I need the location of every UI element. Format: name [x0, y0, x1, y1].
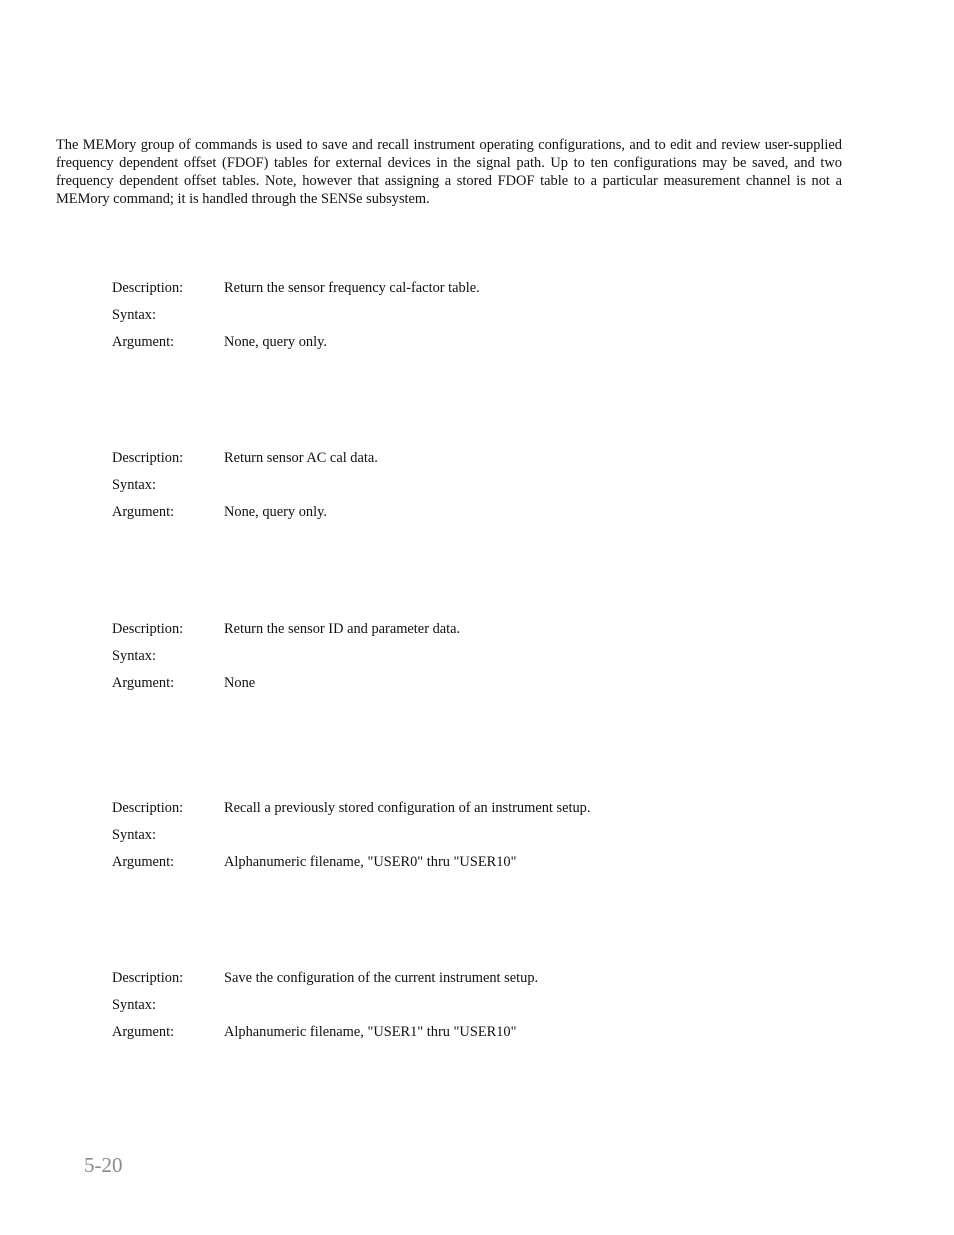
argument-label: Argument:: [112, 675, 175, 691]
argument-value: None, query only.: [224, 504, 327, 520]
intro-paragraph: The MEMory group of commands is used to save and recall instrument operating configurations, and to edit and review user-supplied frequency dependent offset (FDOF) tables for external devices in the signal path. Up to ten configurations may be saved, and two frequency dependent offset tables. Note, however that assigning a stored FDOF table to a particular measurement channel is not a MEMory command; it is handled through the SENSe subsystem.: [56, 137, 842, 207]
syntax-row: [112, 306, 812, 333]
description-label: Description:: [112, 800, 184, 816]
command-entry: [112, 449, 812, 530]
syntax-value: [224, 476, 812, 503]
argument-value: None, query only.: [224, 334, 327, 350]
command-entry: [112, 620, 812, 701]
syntax-label: Syntax:: [112, 997, 156, 1013]
syntax-value: [224, 996, 812, 1023]
description-value: Save the configuration of the current instrument setup.: [224, 970, 539, 986]
description-row: [112, 620, 812, 647]
argument-label: Argument:: [112, 334, 175, 350]
argument-value: Alphanumeric filename, "USER0" thru "USER10": [224, 854, 517, 870]
description-label: Description:: [112, 280, 184, 296]
description-label: Description:: [112, 621, 184, 637]
argument-value: None: [224, 675, 256, 691]
argument-row: [112, 333, 812, 360]
command-entry: [112, 279, 812, 360]
syntax-label: Syntax:: [112, 307, 156, 323]
syntax-label: Syntax:: [112, 827, 156, 843]
syntax-row: [112, 826, 812, 853]
argument-row: [112, 853, 812, 880]
syntax-row: [112, 996, 812, 1023]
syntax-row: [112, 647, 812, 674]
command-entry: [112, 969, 812, 1050]
description-value: Return the sensor ID and parameter data.: [224, 621, 461, 637]
description-value: Recall a previously stored configuration of an instrument setup.: [224, 800, 591, 816]
description-label: Description:: [112, 970, 184, 986]
syntax-value: [224, 647, 812, 674]
syntax-label: Syntax:: [112, 477, 156, 493]
command-entry: [112, 799, 812, 880]
description-row: [112, 799, 812, 826]
page-number: 5-20: [84, 1153, 123, 1177]
argument-row: [112, 674, 812, 701]
description-row: [112, 449, 812, 476]
description-row: [112, 969, 812, 996]
description-label: Description:: [112, 450, 184, 466]
syntax-value: [224, 306, 812, 333]
description-value: Return sensor AC cal data.: [224, 450, 378, 466]
syntax-label: Syntax:: [112, 648, 156, 664]
description-row: [112, 279, 812, 306]
argument-label: Argument:: [112, 504, 175, 520]
argument-row: [112, 1023, 812, 1050]
argument-label: Argument:: [112, 1024, 175, 1040]
description-value: Return the sensor frequency cal-factor table.: [224, 280, 480, 296]
argument-value: Alphanumeric filename, "USER1" thru "USER10": [224, 1024, 517, 1040]
syntax-row: [112, 476, 812, 503]
argument-row: [112, 503, 812, 530]
syntax-value: [224, 826, 812, 853]
argument-label: Argument:: [112, 854, 175, 870]
